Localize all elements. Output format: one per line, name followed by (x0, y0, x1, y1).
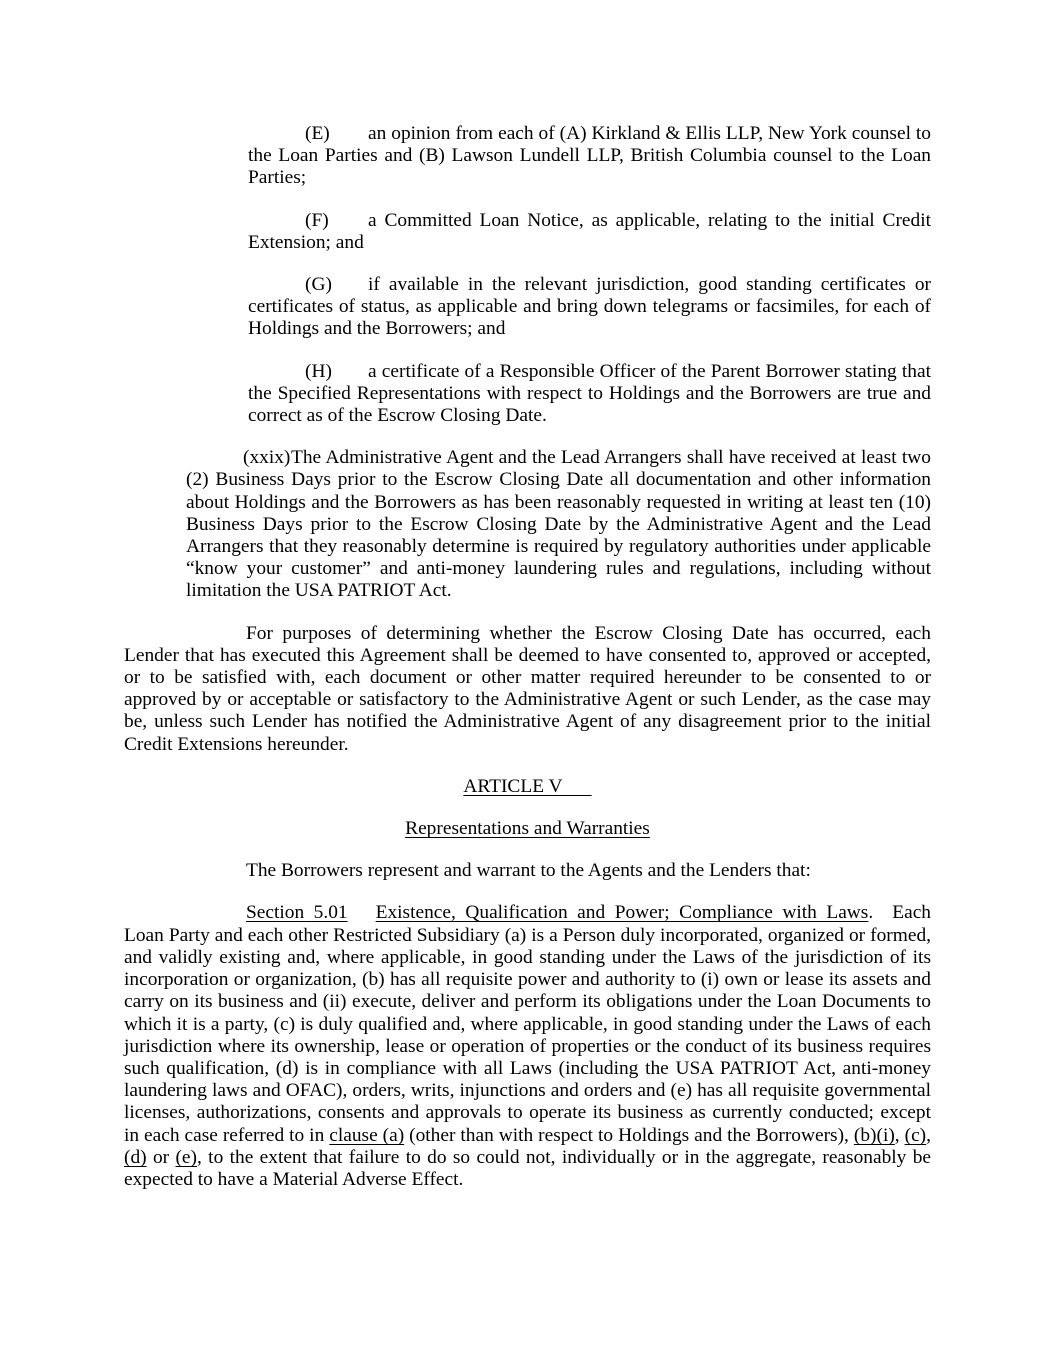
subclause-e-label: (E) (305, 123, 330, 144)
text-segment: , (926, 1124, 931, 1146)
underlined-text-segment: (b)(i) (853, 1124, 895, 1146)
underlined-text-segment: (e) (175, 1146, 197, 1168)
subclause-g-text: if available in the relevant jurisdiction, good standing certificates or certificates of status, as applicable and bring down telegrams or facsimiles, for each of Holdings and the Borrowers; and (248, 274, 931, 340)
escrow-closing-paragraph: For purposes of determining whether the Escrow Closing Date has occurred, each Lender that has executed this Agreement shall be deemed to have consented to, approved or accepted, or to be satisfied with, each document or other matter required hereunder to be consented to or approved by or acceptable or satisfactory to the Administrative Agent or such Lender, as the case may be, unless such Lender has notified the Administrative Agent of any disagreement prior to the initial Credit Extensions hereunder. (124, 622, 931, 755)
subclause-f (248, 210, 931, 254)
subclause-f-text: a Committed Loan Notice, as applicable, relating to the initial Credit Extension; and (248, 209, 931, 253)
subclause-e (248, 123, 931, 190)
underlined-text-segment: clause (a) (329, 1124, 405, 1146)
article-intro-paragraph: The Borrowers represent and warrant to the Agents and the Lenders that: (246, 860, 811, 882)
underlined-text-segment: Existence, Qualification and Power; Compliance with Laws (375, 902, 869, 924)
text-segment: , (894, 1124, 905, 1146)
text-segment: . Each Loan Party and each other Restricted Subsidiary (a) is a Person duly incorporated, organized or formed, and validly existing and, where applicable, in good standing under the Laws of the jurisdiction of its incorporation or organization, (b) has all requisite power and authority to (i) own or lease its assets and carry on its business and (ii) execute, deliver and perform its obligations under the Loan Documents to which it is a party, (c) is duly qualified and, where applicable, in good standing under the Laws of each jurisdiction where its ownership, lease or operation of properties or the conduct of its business requires such qualification, (d) is in compliance with all Laws (including the USA PATRIOT Act, anti-money laundering laws and OFAC), orders, writs, injunctions and orders and (e) has all requisite governmental licenses, authorizations, consents and approvals to operate its business as currently conducted; except in each case referred to in (124, 902, 931, 1146)
subclause-g (248, 274, 931, 341)
subclause-h (248, 361, 931, 428)
text-segment: , to the extent that failure to do so could not, individually or in the aggregate, reasonably be expected to have a Material Adverse Effect. (124, 1146, 931, 1190)
underlined-text-segment: Section 5.01 (246, 902, 348, 924)
underlined-text-segment: (d) (124, 1146, 147, 1168)
article-subheading-text: Representations and Warranties (405, 818, 650, 840)
section-5-01-paragraph (124, 902, 931, 1191)
underlined-text-segment: ARTICLE V (463, 775, 592, 797)
clause-xxix (186, 447, 931, 602)
subclause-f-label: (F) (305, 209, 329, 231)
subclause-h-text: a certificate of a Responsible Officer of the Parent Borrower stating that the Specified Representations with respect to Holdings and the Borrowers are true and correct as of the Escrow Closing Date. (248, 360, 931, 427)
subclause-h-label: (H) (305, 360, 332, 382)
clause-xxix-text: The Administrative Agent and the Lead Arrangers shall have received at least two (2) Business Days prior to the Escrow Closing Date all documentation and other information about Holdings and the Borrowers as has been reasonably requested in writing at least ten (10) Business Days prior to the Escrow Closing Date by the Administrative Agent and the Lead Arrangers that they reasonably determine is required by regulatory authorities under applicable “know your customer” and anti-money laundering rules and regulations, including without limitation the USA PATRIOT Act. (186, 447, 931, 602)
subclause-g-label: (G) (305, 274, 332, 296)
text-segment: (other than with respect to Holdings and the Borrowers), (404, 1124, 854, 1146)
article-heading (124, 776, 931, 798)
text-segment: or (146, 1146, 176, 1168)
clause-xxix-label: (xxix) (243, 447, 291, 469)
subclause-e-text: an opinion from each of (A) Kirkland & Ellis LLP, New York counsel to the Loan Parties and (B) Lawson Lundell LLP, British Columbia counsel to the Loan Parties; (248, 123, 931, 189)
underlined-text-segment: (c) (904, 1124, 927, 1146)
article-subheading (124, 818, 931, 840)
